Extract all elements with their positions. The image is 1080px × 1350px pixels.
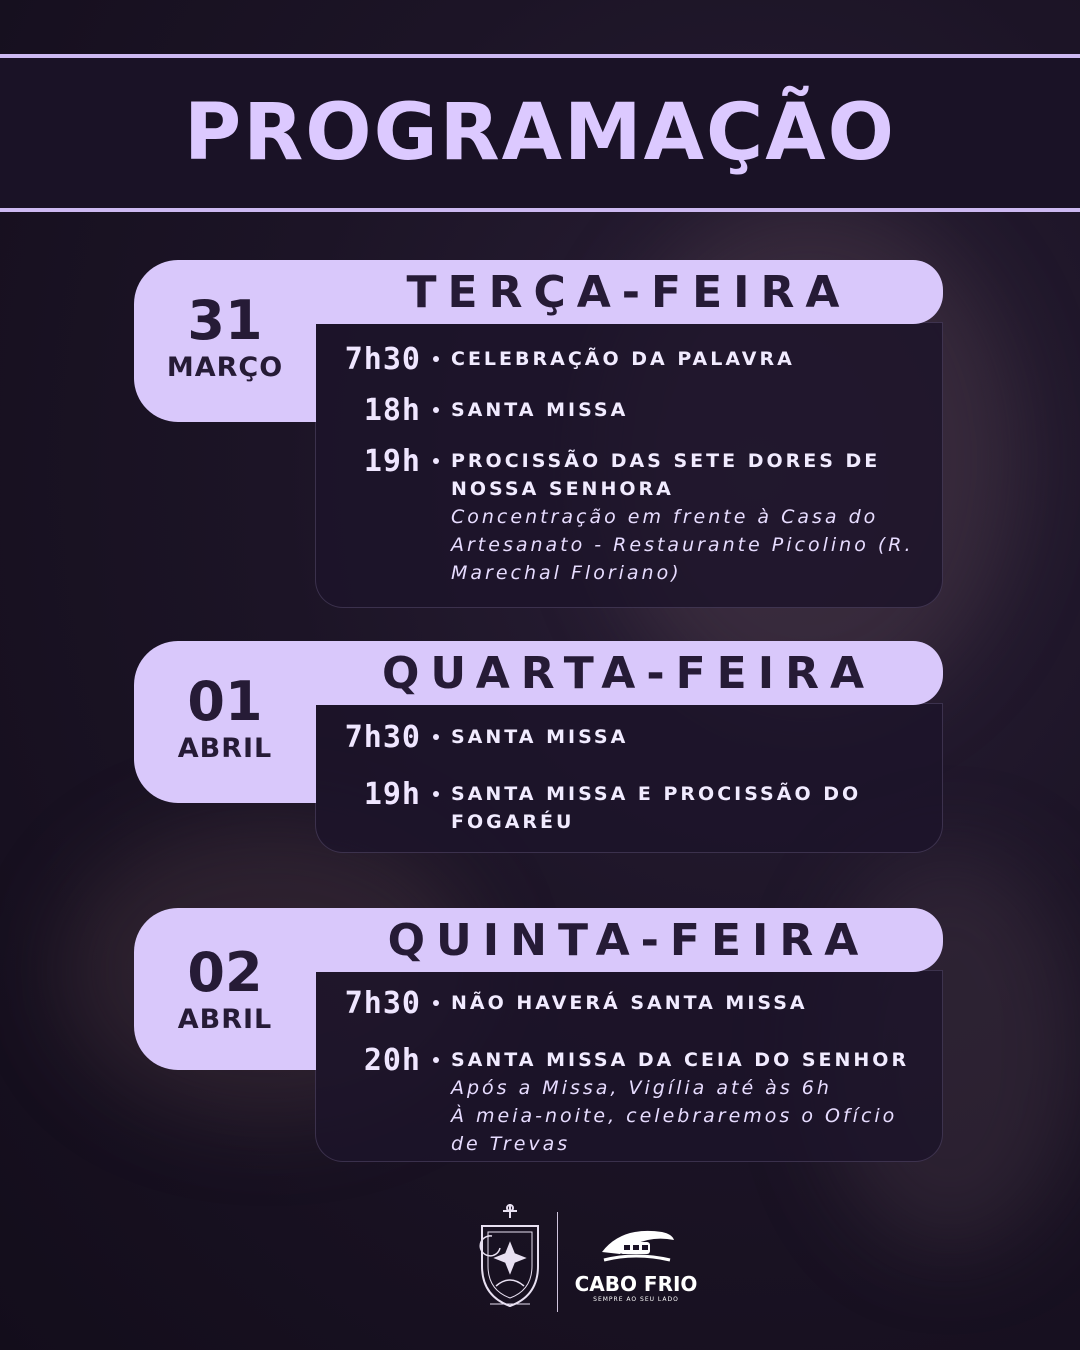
page-title: PROGRAMAÇÃO [184,88,896,178]
event-time: 20h [363,1043,421,1078]
event-time: 7h30 [344,720,421,755]
bullet-icon [433,1000,439,1006]
weekday-bar [314,908,943,972]
bullet-icon [433,407,439,413]
event-time: 19h [363,777,421,812]
event-note: Concentração em frente à Casa do Artesanato - Restaurante Picolino (R. Marechal Floriano) [451,506,914,584]
event-time: 18h [363,393,421,428]
event-title: NÃO HAVERÁ SANTA MISSA [451,992,808,1014]
date-day: 02 [187,941,263,1004]
date-badge [134,908,316,1070]
diocese-coat-of-arms-icon [470,1200,550,1312]
event-time: 7h30 [344,986,421,1021]
events-list [315,970,943,1162]
event-note: Após a Missa, Vigília até às 6h [451,1077,832,1099]
date-badge [134,260,316,422]
header-banner [0,54,1080,212]
footer-logos [0,1200,1080,1315]
date-day: 01 [187,670,263,733]
event-time: 19h [363,444,421,479]
weekday-label: QUINTA-FEIRA [387,914,870,966]
date-day: 31 [187,289,263,352]
events-list [315,322,943,608]
event-title: SANTA MISSA [451,399,629,421]
event-title: CELEBRAÇÃO DA PALAVRA [451,348,795,370]
event-title: SANTA MISSA E PROCISSÃO DO FOGARÉU [451,783,862,833]
weekday-label: TERÇA-FEIRA [406,266,851,318]
date-month: MARÇO [166,352,284,383]
logo-divider [557,1212,558,1312]
bullet-icon [433,734,439,740]
bullet-icon [433,356,439,362]
date-badge [134,641,316,803]
bullet-icon [433,1057,439,1063]
date-month: ABRIL [177,733,273,764]
date-month: ABRIL [177,1004,273,1035]
weekday-bar [314,260,943,324]
bullet-icon [433,458,439,464]
weekday-label: QUARTA-FEIRA [381,647,876,699]
cabo-frio-logo-icon [598,1222,676,1268]
event-title: SANTA MISSA [451,726,629,748]
event-title: SANTA MISSA DA CEIA DO SENHOR [451,1049,910,1071]
city-tagline: SEMPRE AO SEU LADO [593,1296,679,1303]
event-title: PROCISSÃO DAS SETE DORES DE NOSSA SENHORA [451,450,881,500]
city-name: CABO FRIO [574,1272,698,1296]
bullet-icon [433,791,439,797]
weekday-bar [314,641,943,705]
event-time: 7h30 [344,342,421,377]
event-note: À meia-noite, celebraremos o Ofício de Trevas [451,1105,898,1155]
events-list [315,703,943,853]
